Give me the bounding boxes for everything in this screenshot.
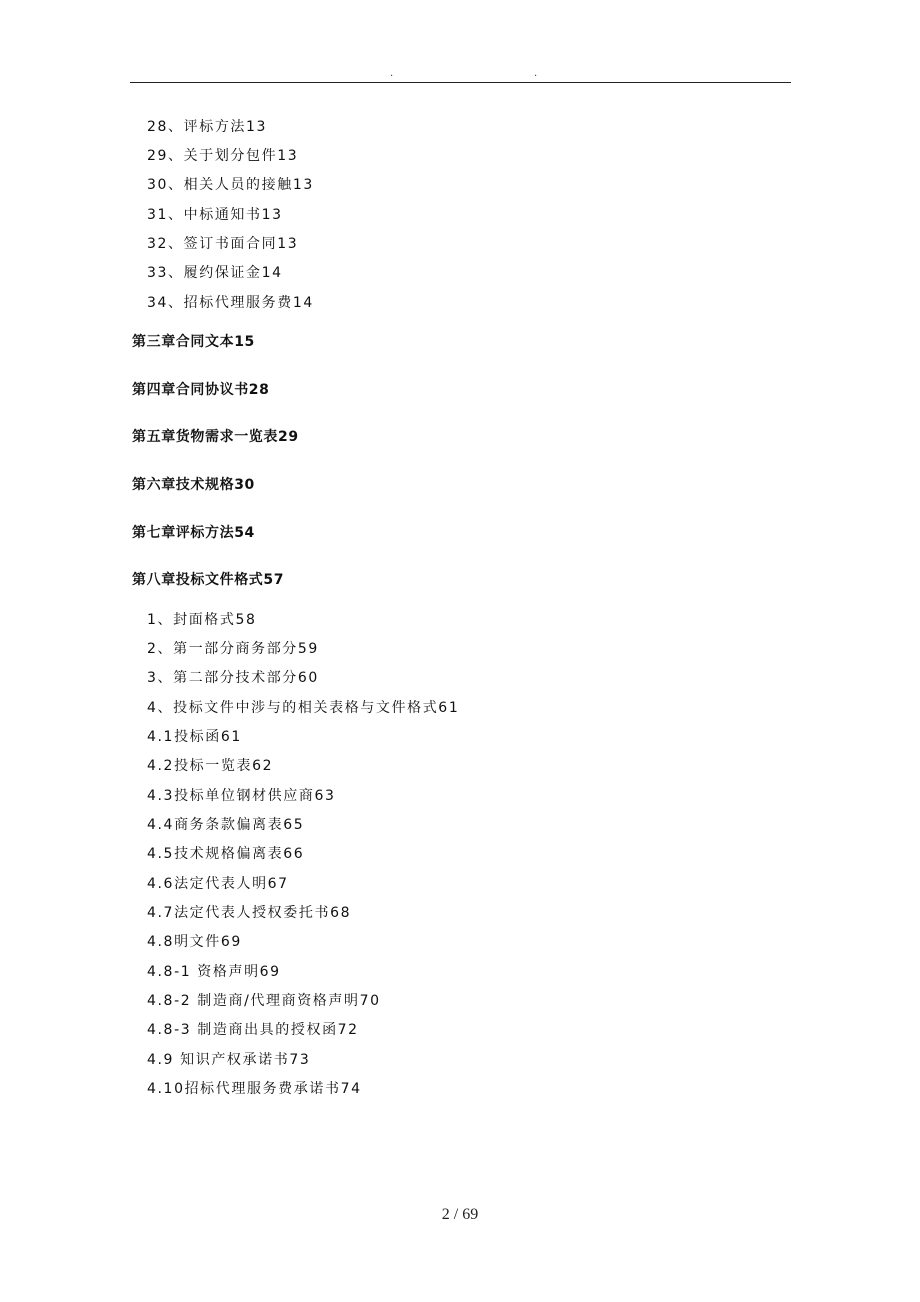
toc-item-4-1[interactable]: 4.1投标函61: [147, 729, 242, 745]
toc-item-4-8-1[interactable]: 4.8-1 资格声明69: [147, 964, 281, 980]
toc-item-4-8[interactable]: 4.8明文件69: [147, 934, 242, 950]
toc-item-3[interactable]: 3、第二部分技术部分60: [147, 670, 319, 686]
header-rule: [130, 82, 791, 83]
toc-item-4-2[interactable]: 4.2投标一览表62: [147, 758, 274, 774]
page-header: [0, 68, 920, 80]
toc-chapter-3[interactable]: 第三章合同文本15: [132, 334, 255, 350]
toc-item-4-8-3[interactable]: 4.8-3 制造商出具的授权函72: [147, 1022, 359, 1038]
toc-item-4-4[interactable]: 4.4商务条款偏离表65: [147, 817, 305, 833]
page-number: 2 / 69: [441, 1206, 479, 1223]
toc-item-4[interactable]: 4、投标文件中涉与的相关表格与文件格式61: [147, 700, 460, 716]
toc-chapter-4[interactable]: 第四章合同协议书28: [132, 382, 270, 398]
toc-item-30[interactable]: 30、相关人员的接触13: [147, 177, 314, 193]
toc-item-4-7[interactable]: 4.7法定代表人授权委托书68: [147, 905, 352, 921]
toc-item-4-3[interactable]: 4.3投标单位钢材供应商63: [147, 788, 336, 804]
toc-item-31[interactable]: 31、中标通知书13: [147, 207, 283, 223]
toc-item-4-8-2[interactable]: 4.8-2 制造商/代理商资格声明70: [147, 993, 381, 1009]
toc-item-4-5[interactable]: 4.5技术规格偏离表66: [147, 846, 305, 862]
toc-chapter-6[interactable]: 第六章技术规格30: [132, 477, 255, 493]
toc-item-29[interactable]: 29、关于划分包件13: [147, 148, 299, 164]
toc-item-2[interactable]: 2、第一部分商务部分59: [147, 641, 319, 657]
toc-item-4-10[interactable]: 4.10招标代理服务费承诺书74: [147, 1081, 362, 1097]
toc-item-4-9[interactable]: 4.9 知识产权承诺书73: [147, 1052, 311, 1068]
toc-chapter-8[interactable]: 第八章投标文件格式57: [132, 572, 285, 588]
toc-item-4-6[interactable]: 4.6法定代表人明67: [147, 876, 289, 892]
toc-item-32[interactable]: 32、签订书面合同13: [147, 236, 299, 252]
header-dot-right: .: [534, 68, 538, 79]
toc-chapter-7[interactable]: 第七章评标方法54: [132, 525, 255, 541]
toc-item-28[interactable]: 28、评标方法13: [147, 119, 268, 135]
toc-item-1[interactable]: 1、封面格式58: [147, 612, 257, 628]
toc-chapter-5[interactable]: 第五章货物需求一览表29: [132, 429, 299, 445]
toc-item-34[interactable]: 34、招标代理服务费14: [147, 295, 314, 311]
toc-item-33[interactable]: 33、履约保证金14: [147, 265, 283, 281]
header-dot-left: .: [390, 68, 394, 79]
